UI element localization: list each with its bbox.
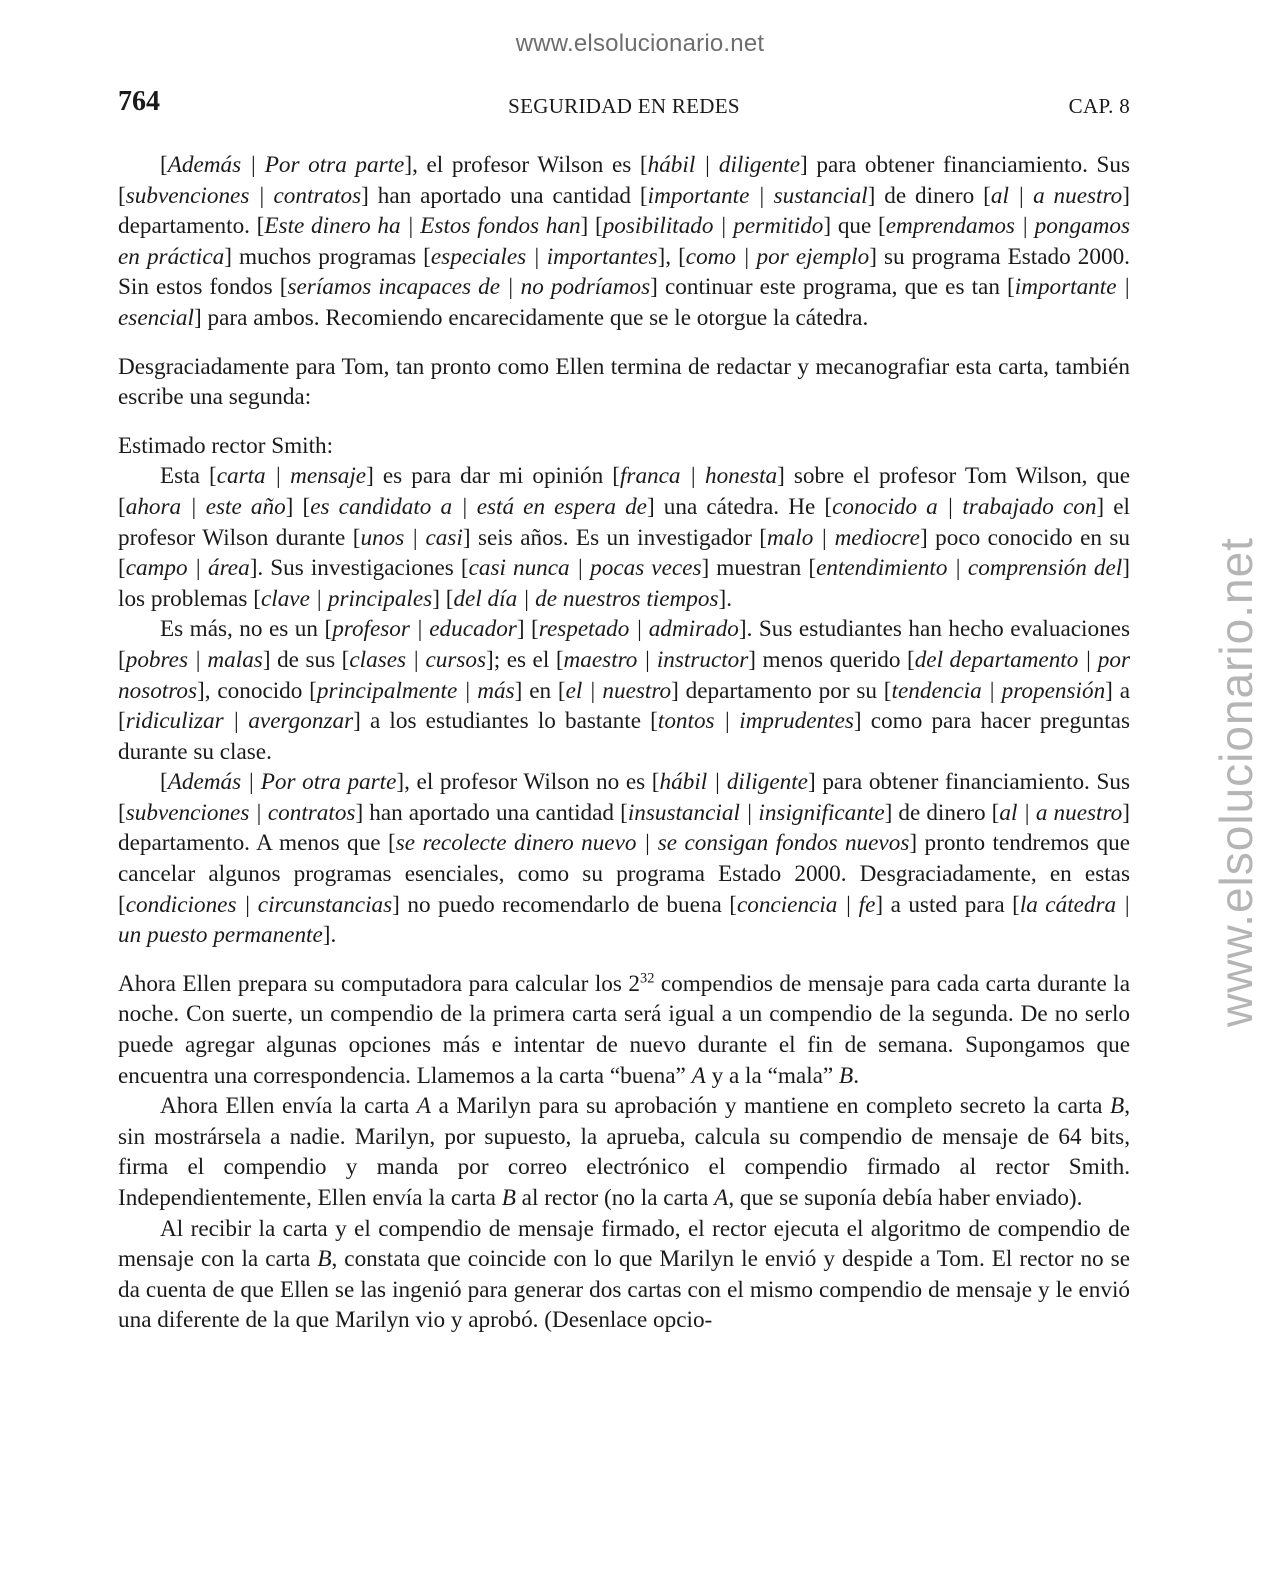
narrative-paragraph-approval: Ahora Ellen envía la carta A a Marilyn para su aprobación y mantiene en completo secreto la carta B, sin mostrársela a nadie. Marilyn, por supuesto, la aprueba, calcula su compendio de mensaje de 64 bits, firma el compendio y manda por correo electrónico el compendio firmado al rector Smith. Independientemente, Ellen envía la carta B al rector (no la carta A, que se suponía debía haber enviado). (118, 1093, 1130, 1211)
letter-salutation: Estimado rector Smith: (118, 432, 334, 459)
watermark-top: www.elsolucionario.net (515, 30, 765, 57)
letter-paragraph-good-funding: [Además | Por otra parte], el profesor Wilson es [hábil | diligente] para obtener financiamiento. Sus [subvenciones | contratos] han aportado una cantidad [importante | sustancial] de dinero [al | a nuestro] departamento. [Este dinero ha | Estos fondos han] [posibilitado | permitido] que [emprendamos | pongamos en práctica] muchos programas [especiales | importantes], [como | por ejemplo] su programa Estado 2000. Sin estos fondos [seríamos incapaces de | no podríamos] continuar este programa, que es tan [importante | esencial] para ambos. Recomiendo encarecidamente que se le otorgue la cátedra. (118, 152, 1131, 331)
chapter-label: CAP. 8 (1068, 94, 1130, 118)
section-title: SEGURIDAD EN REDES (508, 94, 740, 118)
letter-paragraph-bad-opinion: Esta [carta | mensaje] es para dar mi opinión [franca | honesta] sobre el profesor Tom Wilson, que [ahora | este año] [es candidato a | está en espera de] una cátedra. He [conocido a | trabajado con] el profesor Wilson durante [unos | casi] seis años. Es un investigador [malo | mediocre] poco conocido en su [campo | área]. Sus investigaciones [casi nunca | pocas veces] muestran [entendimiento | comprensión del] los problemas [clave | principales] [del día | de nuestros tiempos]. (118, 463, 1131, 612)
narrative-paragraph-digest-search: Ahora Ellen prepara su computadora para calcular los $2^{32}$ compendios de mensaje para cada carta durante la noche. Con suerte, un compendio de la primera carta será igual a un compendio de la segunda. De no serlo puede agregar algunas opciones más e intentar de nuevo durante el fin de semana. Supongamos que encuentra una correspondencia. Llamemos a la carta “buena” A y a la “mala” B. (118, 970, 1130, 1089)
page-number: 764 (118, 86, 160, 117)
narrative-paragraph-second-letter: Desgraciadamente para Tom, tan pronto como Ellen termina de redactar y mecanografiar esta carta, también escribe una segunda: (118, 353, 1130, 411)
letter-paragraph-bad-teaching: Es más, no es un [profesor | educador] [respetado | admirado]. Sus estudiantes han hecho evaluaciones [pobres | malas] de sus [clases | cursos]; es el [maestro | instructor] menos querido [del departamento | por nosotros], conocido [principalmente | más] en [el | nuestro] departamento por su [tendencia | propensión] a [ridiculizar | avergonzar] a los estudiantes lo bastante [tontos | imprudentes] como para hacer preguntas durante su clase. (118, 616, 1131, 765)
watermark-side: www.elsolucionario.net (1210, 537, 1262, 1027)
page-body (118, 150, 1130, 1336)
running-head (118, 86, 1130, 126)
letter-paragraph-bad-funding: [Además | Por otra parte], el profesor Wilson no es [hábil | diligente] para obtener financiamiento. Sus [subvenciones | contratos] han aportado una cantidad [insustancial | insignificante] de dinero [al | a nuestro] departamento. A menos que [se recolecte dinero nuevo | se consigan fondos nuevos] pronto tendremos que cancelar algunos programas esenciales, como su programa Estado 2000. Desgraciadamente, en estas [condiciones | circunstancias] no puedo recomendarlo de buena [conciencia | fe] a usted para [la cátedra | un puesto permanente]. (118, 769, 1131, 949)
narrative-paragraph-outcome: Al recibir la carta y el compendio de mensaje firmado, el rector ejecuta el algoritmo de compendio de mensaje con la carta B, constata que coincide con lo que Marilyn le envió y despide a Tom. El rector no se da cuenta de que Ellen se las ingenió para generar dos cartas con el mismo compendio de mensaje y le envió una diferente de la que Marilyn vio y aprobó. (Desenlace opcio- (118, 1215, 1130, 1334)
